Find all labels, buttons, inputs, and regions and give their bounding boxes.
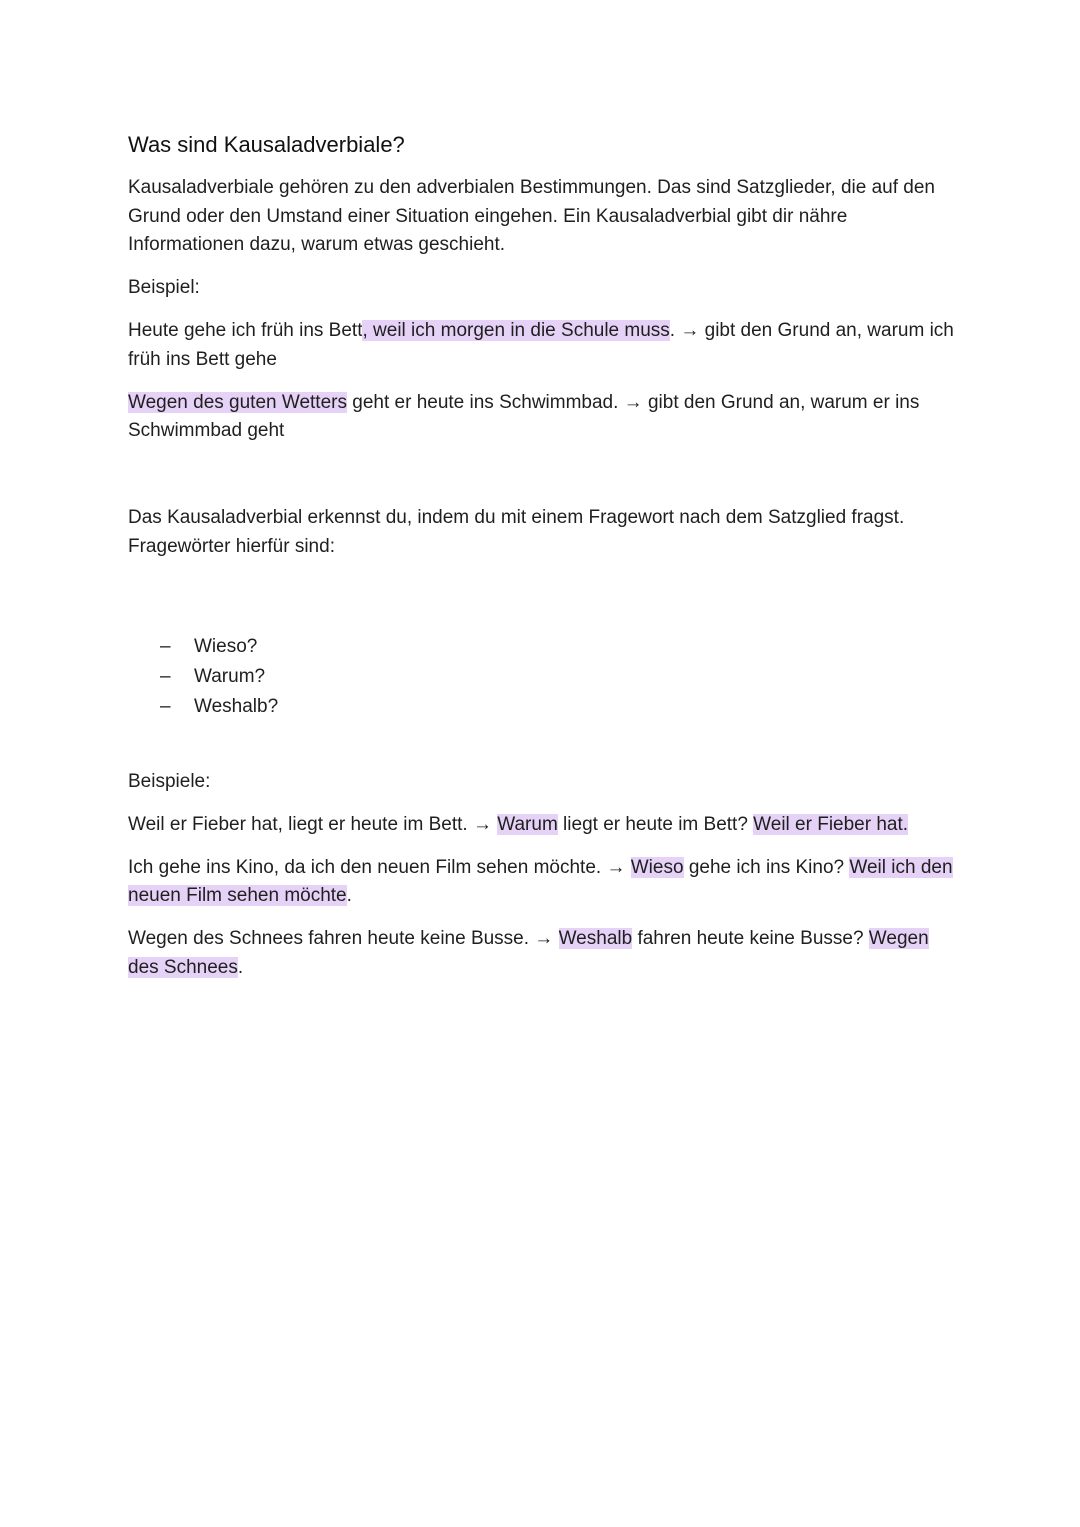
example-sentence-3 <box>128 925 958 982</box>
question-word: Weshalb? <box>194 695 279 717</box>
question-rest: liegt er heute im Bett? <box>557 813 754 835</box>
example-sentence: Weil er Fieber hat, liegt er heute im Bett. → <box>128 813 498 835</box>
spacer <box>128 460 958 504</box>
question-word: Wieso? <box>194 635 258 657</box>
example-sentence-2 <box>128 854 958 911</box>
example-1-highlight: , weil ich morgen in die Schule muss <box>362 320 670 341</box>
dash-bullet: – <box>160 695 171 717</box>
example-1-pre: Heute gehe ich früh ins Bett <box>128 320 363 341</box>
intro-paragraph: Kausaladverbiale gehören zu den adverbialen Bestimmungen. Das sind Satzglieder, die auf den Grund oder den Umstand einer Situation eingehen. Ein Kausaladverbial gibt dir nähre Informationen dazu, warum etwas geschieht. <box>128 177 935 255</box>
page-title: Was sind Kausaladverbiale? <box>128 132 405 157</box>
example-label: Beispiel: <box>128 277 200 298</box>
question-rest: gehe ich ins Kino? <box>683 856 850 878</box>
recognition-paragraph: Das Kausaladverbial erkennst du, indem du mit einem Fragewort nach dem Satzglied fragst. Fragewörter hierfür sind: <box>128 507 905 557</box>
list-item <box>160 662 958 692</box>
list-item <box>160 692 958 722</box>
list-item <box>160 632 958 662</box>
example-2-post: geht er heute ins Schwimmbad. → gibt den Grund an, warum er ins Schwimmbad geht <box>128 391 920 441</box>
answer-highlight: Wegen des Schnees <box>128 928 929 978</box>
document-page <box>128 128 958 997</box>
answer-trailing: . <box>237 956 244 978</box>
example-sentence: Wegen des Schnees fahren heute keine Busse. → <box>128 928 559 949</box>
answer-highlight: Weil ich den neuen Film sehen möchte <box>128 856 953 906</box>
answer-trailing: . <box>346 885 352 906</box>
answer-highlight: Weil er Fieber hat. <box>753 813 909 835</box>
dash-bullet: – <box>160 635 171 657</box>
example-1-post: . → gibt den Grund an, warum ich früh ins Bett gehe <box>128 320 954 370</box>
question-word-highlight: Wieso <box>630 856 684 878</box>
question-rest: fahren heute keine Busse? <box>632 928 869 949</box>
example-sentence: Ich gehe ins Kino, da ich den neuen Film sehen möchte. → <box>128 856 631 878</box>
spacer <box>128 722 958 768</box>
spacer <box>128 576 958 632</box>
example-1 <box>128 317 958 374</box>
example-2 <box>128 389 958 446</box>
question-word: Warum? <box>194 665 266 687</box>
dash-bullet: – <box>160 665 171 687</box>
question-word-list <box>128 632 958 722</box>
question-word-highlight: Warum <box>497 813 558 835</box>
question-word-highlight: Weshalb <box>558 928 633 949</box>
example-2-highlight: Wegen des guten Wetters <box>128 391 347 413</box>
example-sentence-1 <box>128 811 958 840</box>
examples-label: Beispiele: <box>128 770 211 792</box>
